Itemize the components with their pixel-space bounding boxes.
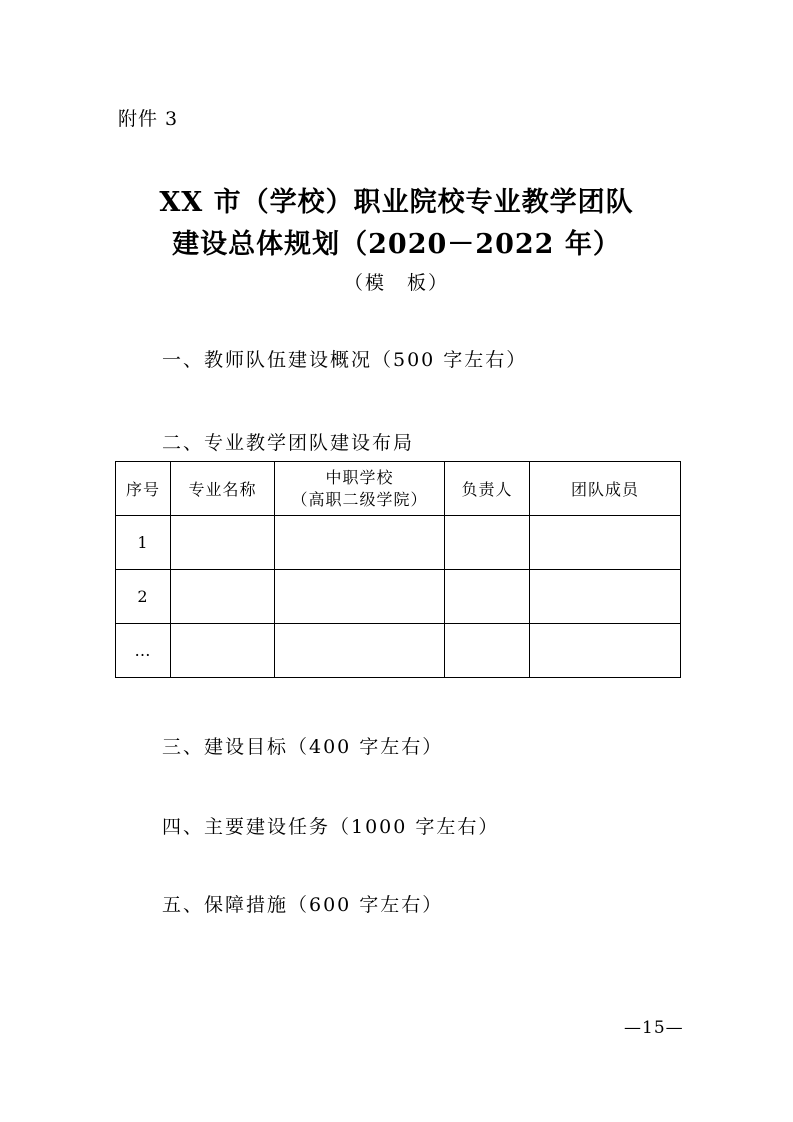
cell-seq: 1 (116, 516, 171, 570)
cell-seq: 2 (116, 570, 171, 624)
header-members: 团队成员 (530, 462, 681, 516)
section-heading-3: 三、建设目标（400 字左右） (162, 736, 444, 758)
header-leader: 负责人 (445, 462, 530, 516)
cell-leader (445, 624, 530, 678)
section-heading-4: 四、主要建设任务（1000 字左右） (162, 816, 500, 838)
section-heading-5: 五、保障措施（600 字左右） (162, 894, 444, 916)
page-number: —15— (624, 1018, 684, 1038)
team-layout-table (115, 461, 681, 678)
table-row (116, 624, 681, 678)
cell-leader (445, 570, 530, 624)
document-title-line-1: XX 市（学校）职业院校专业教学团队 (159, 187, 634, 218)
attachment-label: 附件 3 (118, 108, 179, 130)
cell-school (275, 624, 445, 678)
document-title-line-2: 建设总体规划（2020－2022 年） (172, 229, 621, 260)
table-row (116, 570, 681, 624)
cell-members (530, 570, 681, 624)
table-header-row (116, 462, 681, 516)
header-major: 专业名称 (171, 462, 275, 516)
header-school-line2: （高职二级学院） (291, 489, 428, 509)
table-row (116, 516, 681, 570)
cell-leader (445, 516, 530, 570)
cell-major (171, 516, 275, 570)
section-heading-2: 二、专业教学团队建设布局 (162, 432, 415, 454)
header-school-line1: 中职学校 (325, 467, 394, 487)
cell-school (275, 516, 445, 570)
cell-major (171, 570, 275, 624)
cell-members (530, 516, 681, 570)
document-subtitle: （模 板） (343, 272, 449, 294)
header-school (275, 462, 445, 516)
header-seq: 序号 (116, 462, 171, 516)
section-heading-1: 一、教师队伍建设概况（500 字左右） (162, 349, 528, 371)
cell-school (275, 570, 445, 624)
cell-members (530, 624, 681, 678)
cell-major (171, 624, 275, 678)
cell-seq: … (116, 624, 171, 678)
